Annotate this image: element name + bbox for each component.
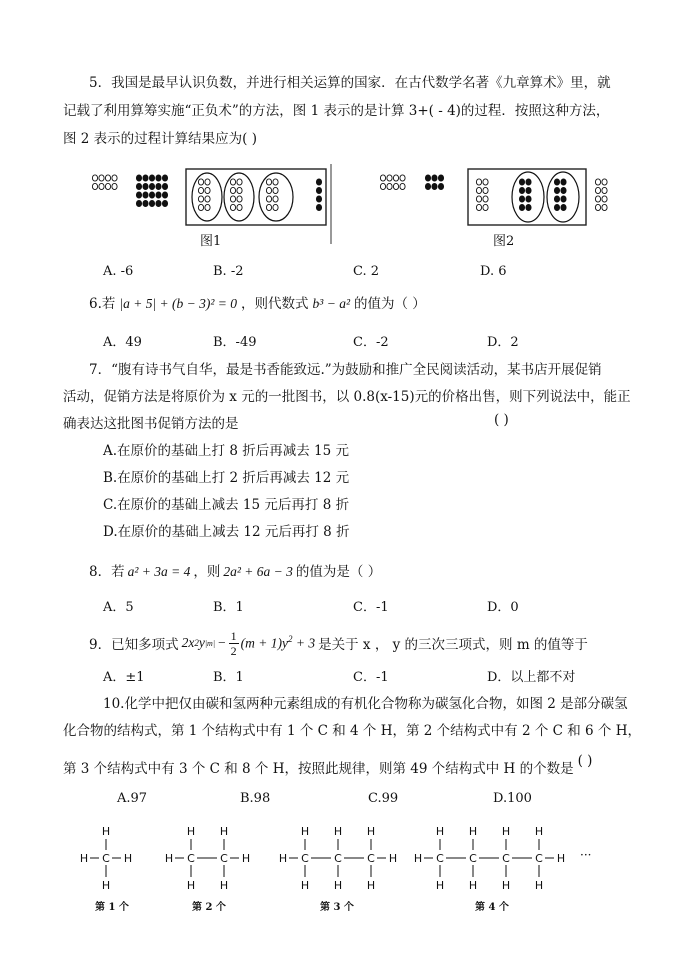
q10-option-b: B.98 — [240, 791, 271, 806]
q9-option-a: A．±1 — [103, 670, 145, 685]
carbon-atom: C — [187, 852, 195, 865]
hydrogen-atom: H — [123, 852, 133, 865]
rod-group-mixed — [554, 179, 559, 185]
q7-line3: 确表达这批图书促销方法的是 — [63, 416, 239, 432]
q9-suffix: 是关于 x ， y 的三次三项式，则 m 的值等于 — [318, 637, 588, 653]
rod-group-mixed — [273, 179, 278, 185]
hydrogen-atom: H — [300, 825, 310, 838]
q5-option-d: D. 6 — [480, 264, 507, 279]
rod-group-negative — [156, 200, 161, 206]
q7-line1: 7．“腹有诗书气自华，最是书香能致远.”为鼓励和推广全民阅读活动，某书店开展促销 — [89, 362, 602, 378]
rod-group-negative — [425, 183, 430, 189]
rod-group-negative — [149, 192, 154, 198]
hydrogen-atom: H — [435, 879, 445, 892]
rod-group-mixed — [237, 204, 242, 210]
q7-option-b: B.在原价的基础上打 2 折后再减去 12 元 — [103, 470, 350, 486]
hydrogen-atom: H — [501, 825, 511, 838]
rod-group-mixed — [519, 187, 524, 193]
rod-group-mixed — [273, 204, 278, 210]
hydrogen-atom: H — [300, 879, 310, 892]
q5-option-b: B. -2 — [213, 264, 244, 279]
carbon-atom: C — [469, 852, 477, 865]
rod-group-mixed — [526, 204, 531, 210]
hydrogen-atom: H — [501, 879, 511, 892]
q7-answer-bracket: ( ) — [494, 412, 509, 428]
hydrogen-atom: H — [468, 879, 478, 892]
rod-group-positive — [483, 187, 488, 193]
rod-group-positive — [387, 175, 392, 181]
q8-middle: ，则 — [193, 564, 221, 580]
q10-line1: 10.化学中把仅由碳和氢两种元素组成的有机化合物称为碳氢化合物，如图 2 是部分碳氢 — [103, 696, 628, 712]
rod-group-positive — [400, 175, 405, 181]
hydrogen-atom: H — [278, 852, 288, 865]
q8-option-c: C．-1 — [353, 600, 389, 615]
carbon-atom: C — [102, 852, 110, 865]
rod-group-negative — [316, 204, 321, 210]
q9-stem — [89, 623, 588, 663]
rod-group-mixed — [273, 187, 278, 193]
structure-caption-4: 第 4 个 — [475, 902, 509, 913]
hydrogen-atom: H — [241, 852, 251, 865]
q9-polynomial: 2x 2 y |m| − $\frac{1}{2}$ $(m + 1)y^2 + 3$ — [181, 628, 316, 658]
rod-group-negative — [316, 187, 321, 193]
q10-line2: 化合物的结构式，第 1 个结构式中有 1 个 C 和 4 个 H，第 2 个结构式中有 2 个 C 和 6 个 H， — [63, 723, 641, 739]
rod-group-mixed — [526, 187, 531, 193]
q9-option-c: C．-1 — [353, 670, 389, 685]
structure-caption-3: 第 3 个 — [320, 902, 354, 913]
hydrogen-atom: H — [219, 879, 229, 892]
q6-option-c: C．-2 — [353, 335, 389, 350]
rod-group-positive — [380, 183, 385, 189]
q10-line3 — [63, 753, 593, 781]
rod-group-positive — [99, 183, 104, 189]
rod-group-mixed — [266, 179, 271, 185]
rod-group-negative — [316, 179, 321, 185]
rod-group-mixed — [526, 196, 531, 202]
q6-middle: ，则代数式 — [241, 296, 309, 312]
rod-group-negative — [136, 192, 141, 198]
rod-group-negative — [432, 183, 437, 189]
q9-option-b: B．1 — [213, 670, 244, 685]
carbon-atom: C — [220, 852, 228, 865]
figure-2-caption: 图2 — [493, 234, 515, 249]
hydrogen-atom: H — [534, 825, 544, 838]
rod-group-negative — [149, 183, 154, 189]
carbon-atom: C — [436, 852, 444, 865]
rod-group-positive — [393, 183, 398, 189]
q7-option-c: C.在原价的基础上减去 15 元后再打 8 折 — [103, 497, 350, 513]
hydrogen-atom: H — [366, 879, 376, 892]
rod-group-negative — [143, 192, 148, 198]
rod-group-negative — [438, 183, 443, 189]
q7-line2: 活动，促销方法是将原价为 x 元的一批图书，以 0.8(x-15)元的价格出售，则下列说法中，能正 — [63, 389, 631, 405]
rod-group-mixed — [230, 187, 235, 193]
carbon-atom: C — [367, 852, 375, 865]
rod-group-mixed — [561, 204, 566, 210]
rod-group-positive — [112, 183, 117, 189]
rod-group-mixed — [230, 196, 235, 202]
rod-group-positive — [205, 196, 210, 202]
rod-group-mixed — [519, 179, 524, 185]
q8-expression: a² + 3a = 4 — [127, 564, 191, 579]
q6-suffix: 的值为（ ） — [354, 296, 426, 312]
rod-group-positive — [92, 175, 97, 181]
q8-suffix: 的值为是（ ） — [295, 564, 382, 580]
q10-option-c: C.99 — [368, 791, 399, 806]
rod-group-positive — [595, 204, 600, 210]
q7-option-a: A.在原价的基础上打 8 折后再减去 15 元 — [103, 443, 349, 459]
rod-group-negative — [156, 192, 161, 198]
hydrogen-atom: H — [101, 825, 111, 838]
rod-group-mixed — [230, 179, 235, 185]
rod-group-negative — [143, 200, 148, 206]
q6-option-a: A．49 — [103, 335, 142, 350]
structure-ellipsis: ··· — [580, 848, 592, 862]
rod-group-positive — [393, 175, 398, 181]
rod-group-positive — [483, 196, 488, 202]
rod-group-mixed — [554, 187, 559, 193]
q10-option-a: A.97 — [117, 791, 148, 806]
rod-group-positive — [198, 196, 203, 202]
rod-group-positive — [602, 187, 607, 193]
rod-group-mixed — [266, 187, 271, 193]
q8-option-a: A．5 — [103, 600, 134, 615]
rod-group-negative — [438, 175, 443, 181]
hydrogen-atom: H — [164, 852, 174, 865]
q8-expression-2: 2a² + 6a − 3 — [223, 564, 293, 579]
rod-group-positive — [476, 204, 481, 210]
hydrogen-atom: H — [333, 879, 343, 892]
rod-group-negative — [136, 175, 141, 181]
hydrogen-atom: H — [435, 825, 445, 838]
rod-group-negative — [156, 183, 161, 189]
rod-group-mixed — [266, 204, 271, 210]
q5-line2: 记载了利用算筹实施“正负术”的方法，图 1 表示的是计算 3+( - 4)的过程．按照这种方法， — [63, 103, 610, 119]
rod-group-mixed — [561, 196, 566, 202]
rod-group-positive — [483, 204, 488, 210]
rod-group-positive — [380, 175, 385, 181]
rod-group-positive — [400, 183, 405, 189]
rod-group-negative — [143, 183, 148, 189]
rod-group-positive — [205, 179, 210, 185]
rod-group-positive — [112, 175, 117, 181]
rod-group-positive — [476, 187, 481, 193]
hydrogen-atom: H — [388, 852, 398, 865]
rod-group-negative — [425, 175, 430, 181]
rod-group-positive — [476, 179, 481, 185]
q7-option-d: D.在原价的基础上减去 12 元后再打 8 折 — [103, 524, 350, 540]
hydrogen-atom: H — [79, 852, 89, 865]
q6-option-d: D．2 — [487, 335, 519, 350]
rod-group-mixed — [266, 196, 271, 202]
rod-group-negative — [143, 175, 148, 181]
rod-group-positive — [602, 179, 607, 185]
rod-group-positive — [602, 196, 607, 202]
carbon-atom: C — [334, 852, 342, 865]
rod-group-mixed — [554, 204, 559, 210]
q6-expression: |a + 5| + (b − 3)² = 0 — [119, 296, 238, 311]
figure-1-caption: 图1 — [200, 234, 222, 249]
hydrogen-atom: H — [186, 825, 196, 838]
q6-option-b: B．-49 — [213, 335, 257, 350]
q6-prefix: 6.若 — [89, 296, 116, 312]
rod-group-mixed — [561, 179, 566, 185]
rod-group-positive — [595, 187, 600, 193]
hydrogen-atom: H — [219, 825, 229, 838]
rod-group-mixed — [237, 196, 242, 202]
q9-prefix: 9．已知多项式 — [89, 637, 179, 653]
q5-option-c: C. 2 — [353, 264, 380, 279]
rod-group-positive — [205, 187, 210, 193]
rod-group-negative — [149, 200, 154, 206]
rod-group-mixed — [237, 187, 242, 193]
hydrogen-atom: H — [413, 852, 423, 865]
q6-stem — [89, 292, 426, 316]
carbon-atom: C — [502, 852, 510, 865]
rod-group-positive — [387, 183, 392, 189]
q8-stem — [89, 560, 381, 584]
rod-group-mixed — [519, 196, 524, 202]
carbon-atom: C — [301, 852, 309, 865]
q10-option-d: D.100 — [493, 791, 532, 806]
rod-group-negative — [156, 175, 161, 181]
rod-group-negative — [162, 175, 167, 181]
hydrogen-atom: H — [101, 879, 111, 892]
q5-option-a: A. -6 — [103, 264, 134, 279]
q10-line3-text: 第 3 个结构式中有 3 个 C 和 8 个 H，按照此规律，则第 49 个结构式中 H 的个数是 — [63, 761, 574, 777]
rod-group-negative — [316, 196, 321, 202]
rod-group-mixed — [230, 204, 235, 210]
rod-group-positive — [198, 179, 203, 185]
hydrogen-atom: H — [468, 825, 478, 838]
rod-group-positive — [595, 179, 600, 185]
rod-group-mixed — [526, 179, 531, 185]
rod-group-positive — [198, 204, 203, 210]
rod-group-positive — [105, 183, 110, 189]
rod-group-negative — [149, 175, 154, 181]
rod-group-mixed — [273, 196, 278, 202]
q5-line1: 5．我国是最早认识负数，并进行相关运算的国家．在古代数学名著《九章算术》里，就 — [89, 75, 611, 91]
carbon-atom: C — [535, 852, 543, 865]
rod-group-positive — [105, 175, 110, 181]
q8-option-d: D．0 — [487, 600, 519, 615]
rod-group-positive — [92, 183, 97, 189]
rod-group-mixed — [554, 196, 559, 202]
q9-option-d: D．以上都不对 — [487, 670, 576, 685]
rod-group-positive — [602, 204, 607, 210]
rod-group-mixed — [237, 179, 242, 185]
structure-caption-1: 第 1 个 — [95, 902, 129, 913]
rod-group-negative — [162, 183, 167, 189]
rod-group-positive — [198, 187, 203, 193]
hydrogen-atom: H — [366, 825, 376, 838]
rod-group-negative — [162, 200, 167, 206]
rod-group-mixed — [561, 187, 566, 193]
q10-answer-bracket: ( ) — [577, 753, 593, 769]
rod-group-positive — [595, 196, 600, 202]
q6-expression-2: b³ − a² — [312, 296, 351, 311]
rod-group-negative — [432, 175, 437, 181]
rod-group-mixed — [519, 204, 524, 210]
hydrogen-atom: H — [534, 879, 544, 892]
rod-group-positive — [476, 196, 481, 202]
hydrogen-atom: H — [333, 825, 343, 838]
rod-group-positive — [483, 179, 488, 185]
q5-line3: 图 2 表示的过程计算结果应为( ) — [63, 131, 257, 147]
rod-group-negative — [136, 200, 141, 206]
rod-group-positive — [99, 175, 104, 181]
q8-option-b: B．1 — [213, 600, 244, 615]
hydrogen-atom: H — [186, 879, 196, 892]
q8-prefix: 8．若 — [89, 564, 125, 580]
rod-group-positive — [205, 204, 210, 210]
structure-caption-2: 第 2 个 — [192, 902, 226, 913]
rod-group-negative — [162, 192, 167, 198]
rod-group-negative — [136, 183, 141, 189]
hydrogen-atom: H — [556, 852, 566, 865]
